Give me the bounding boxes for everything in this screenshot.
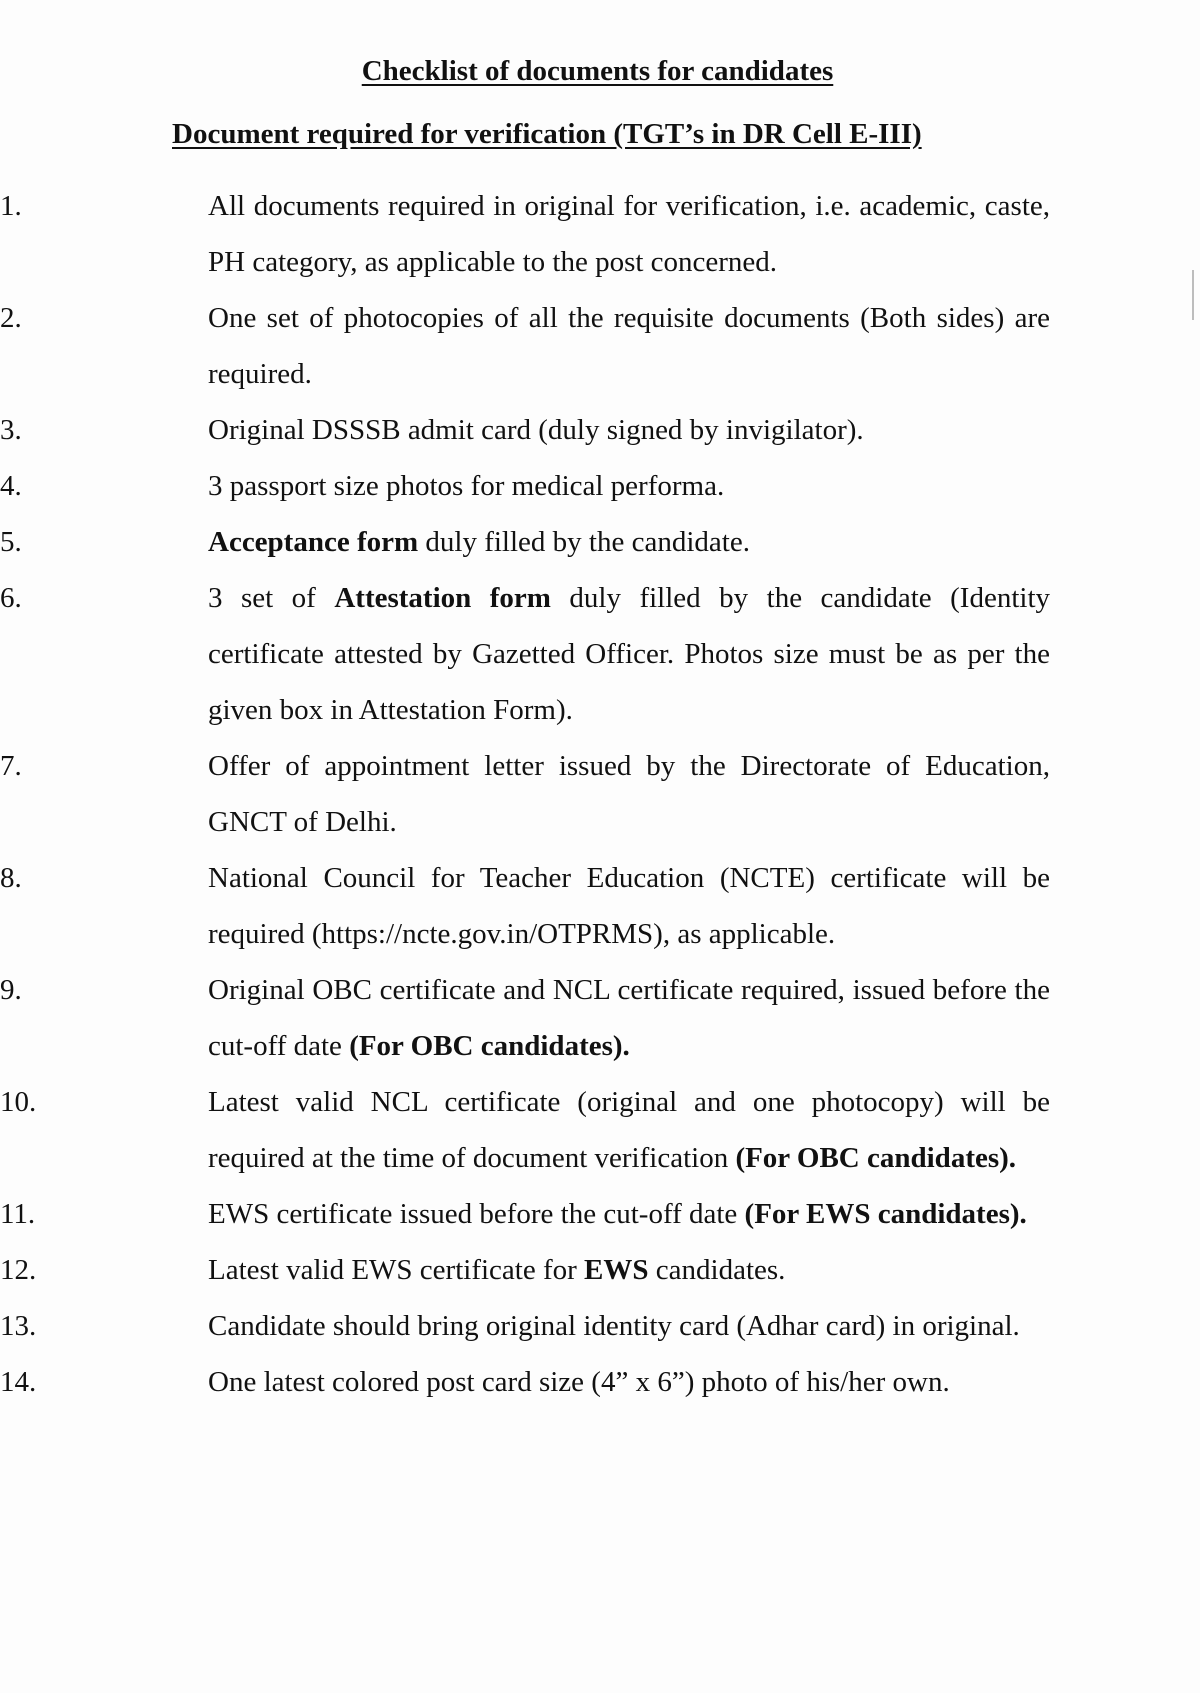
checklist-item-number: 12. xyxy=(0,1254,37,1286)
checklist-item-text-part: Latest valid NCL certificate (original and one photocopy) will be required at the time of document verification xyxy=(208,1086,1050,1174)
checklist xyxy=(0,178,1200,1410)
checklist-item-text xyxy=(208,1366,950,1398)
checklist-item xyxy=(0,850,1050,962)
checklist-item-text-part: Candidate should bring original identity card (Adhar card) in original. xyxy=(208,1310,1020,1342)
checklist-item-number: 9. xyxy=(0,974,22,1006)
checklist-item xyxy=(0,1298,1050,1354)
checklist-item-number: 6. xyxy=(0,582,22,614)
checklist-item-text xyxy=(208,1198,1027,1230)
checklist-item-number: 14. xyxy=(0,1366,37,1398)
checklist-item-number: 5. xyxy=(0,526,22,558)
checklist-item-text xyxy=(208,582,1050,726)
checklist-item-text xyxy=(208,1086,1050,1174)
checklist-item-text-part: 3 set of xyxy=(208,582,335,614)
checklist-item-text-part: duly filled by the candidate (Identity certificate attested by Gazetted Officer. Photos size must be as per the given box in Attestation Form). xyxy=(208,582,1050,726)
checklist-item xyxy=(0,1354,1050,1410)
checklist-item xyxy=(0,1186,1050,1242)
checklist-item-text xyxy=(208,526,750,558)
checklist-item-text xyxy=(208,974,1050,1062)
checklist-item xyxy=(0,570,1050,738)
checklist-item-number: 8. xyxy=(0,862,22,894)
checklist-item-bold-text: Attestation form xyxy=(334,582,551,614)
checklist-item xyxy=(0,458,1050,514)
checklist-item-number: 1. xyxy=(0,190,22,222)
checklist-item-bold-text: (For OBC candidates). xyxy=(349,1030,630,1062)
document-title: Checklist of documents for candidates xyxy=(361,55,834,87)
checklist-item-number: 10. xyxy=(0,1086,37,1118)
checklist-item-text xyxy=(208,414,864,446)
checklist-item xyxy=(0,962,1050,1074)
checklist-item xyxy=(0,402,1050,458)
checklist-item-bold-text: (For EWS candidates). xyxy=(744,1198,1027,1230)
checklist-item-text xyxy=(208,302,1050,390)
checklist-item-text-part: candidates. xyxy=(648,1254,786,1286)
checklist-item-number: 4. xyxy=(0,470,22,502)
checklist-item-text-part: 3 passport size photos for medical performa. xyxy=(208,470,725,502)
checklist-item xyxy=(0,178,1050,290)
checklist-item-number: 13. xyxy=(0,1310,37,1342)
checklist-item xyxy=(0,738,1050,850)
checklist-item-number: 3. xyxy=(0,414,22,446)
checklist-item xyxy=(0,1074,1050,1186)
checklist-item-text-part: Original DSSSB admit card (duly signed by invigilator). xyxy=(208,414,864,446)
checklist-item-number: 11. xyxy=(0,1198,36,1230)
checklist-item-text xyxy=(208,1310,1020,1342)
checklist-item xyxy=(0,1242,1050,1298)
document-subtitle: Document required for verification (TGT’s in DR Cell E-III) xyxy=(172,118,922,150)
checklist-item-bold-text: (For OBC candidates). xyxy=(735,1142,1017,1174)
checklist-item-bold-text: Acceptance form xyxy=(208,526,419,558)
checklist-item-text-part: One set of photocopies of all the requisite documents (Both sides) are required. xyxy=(208,302,1050,390)
checklist-item xyxy=(0,514,1050,570)
checklist-item-text-part: One latest colored post card size (4” x 6”) photo of his/her own. xyxy=(208,1366,950,1398)
checklist-item xyxy=(0,290,1050,402)
checklist-item-text xyxy=(208,750,1050,838)
checklist-item-text-part: Original OBC certificate and NCL certificate required, issued before the cut-off date xyxy=(208,974,1050,1062)
checklist-item-text xyxy=(208,190,1050,278)
checklist-item-text xyxy=(208,862,1050,950)
checklist-item-text-part: Offer of appointment letter issued by the Directorate of Education, GNCT of Delhi. xyxy=(208,750,1050,838)
checklist-item-number: 7. xyxy=(0,750,22,782)
checklist-item-text-part: Latest valid EWS certificate for xyxy=(208,1254,585,1286)
checklist-item-text xyxy=(208,470,724,502)
checklist-item-text-part: EWS certificate issued before the cut-off date xyxy=(208,1198,745,1230)
checklist-item-text-part: National Council for Teacher Education (NCTE) certificate will be required (https://ncte.gov.in/OTPRMS), as applicable. xyxy=(208,862,1050,950)
checklist-item-text-part: duly filled by the candidate. xyxy=(418,526,750,558)
checklist-item-text-part: All documents required in original for verification, i.e. academic, caste, PH category, as applicable to the post concerned. xyxy=(208,190,1050,278)
checklist-item-bold-text: EWS xyxy=(584,1254,649,1286)
checklist-item-number: 2. xyxy=(0,302,22,334)
checklist-item-text xyxy=(208,1254,785,1286)
